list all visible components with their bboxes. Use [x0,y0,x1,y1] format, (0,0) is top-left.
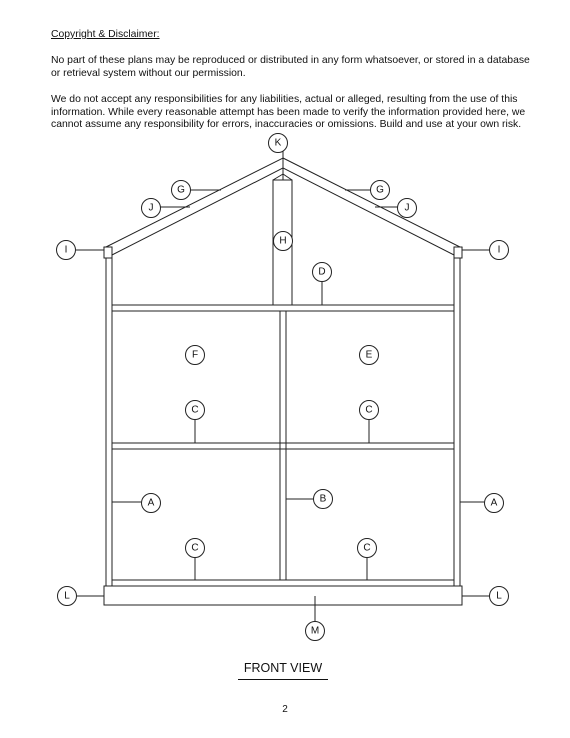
callout-i-left-label: I [64,244,68,256]
middle-floor [112,443,454,449]
callout-f-label: F [191,349,199,361]
copyright-paragraph: No part of these plans may be reproduced or distributed in any form whatsoever, or stored in a database or retrieval system without our permission. [51,55,530,79]
base-board [104,586,462,605]
callout-c-lower-left-label: C [191,542,199,554]
attic-floor [112,305,454,311]
callout-k-label: K [274,137,282,149]
callout-j-right-label: J [404,202,410,214]
callout-c-lower-right-label: C [363,542,371,554]
page-number: 2 [282,704,288,715]
roof-end-right [454,247,462,258]
ground-floor [112,580,454,586]
figure-caption: FRONT VIEW [238,661,328,680]
callout-g-right-label: G [376,184,384,196]
callout-a-left-label: A [147,497,155,509]
callout-m-label: M [310,625,320,637]
callout-j-left-label: J [148,202,154,214]
callout-l-left-label: L [64,590,70,602]
callout-e-label: E [365,349,373,361]
roof-end-left [104,247,112,258]
roof-panel-left [104,158,283,255]
roof-panel-right [283,158,462,255]
callout-b-label: B [319,493,327,505]
callout-l-right-label: L [496,590,502,602]
callout-a-right-label: A [490,497,498,509]
callout-c-upper-left-label: C [191,404,199,416]
callout-g-left-label: G [177,184,185,196]
copyright-heading: Copyright & Disclaimer: [51,29,160,40]
disclaimer-paragraph: We do not accept any responsibilities for any liabilities, actual or alleged, resulting from the use of this information. While every reasonable attempt has been made to verify the information provided here, we cannot assume any responsibility for errors, inaccuracies or omissions. Build and use at your own risk. [51,94,526,131]
callout-i-right-label: I [497,244,501,256]
callout-c-upper-right-label: C [365,404,373,416]
callout-d-label: D [318,266,326,278]
callout-h-label: H [279,235,287,247]
